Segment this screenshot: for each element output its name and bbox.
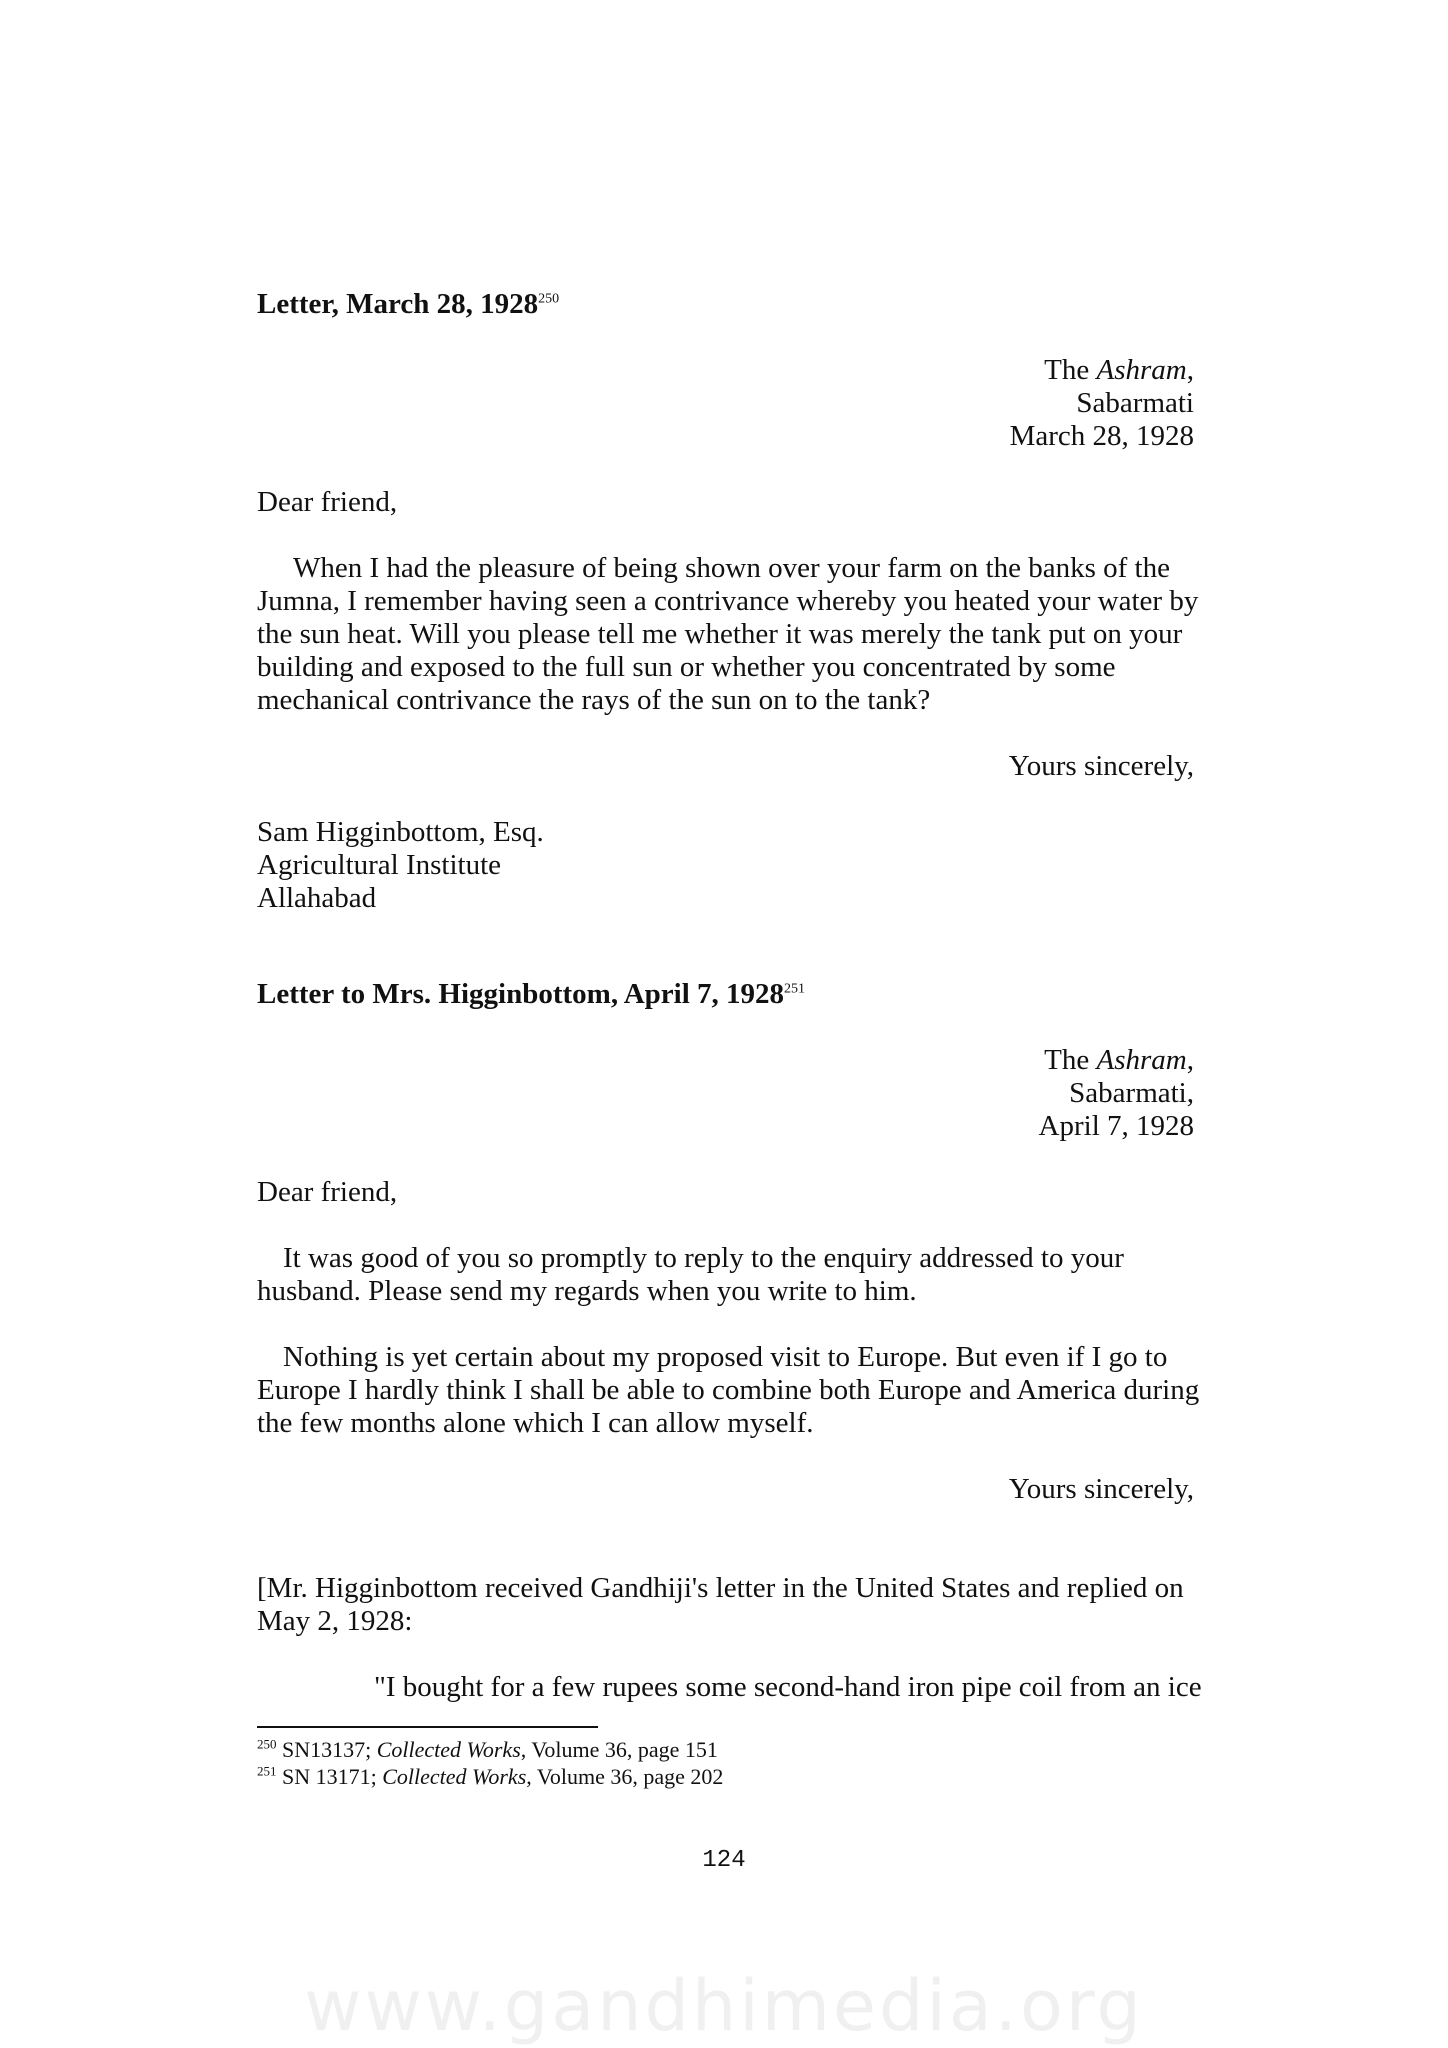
footnote-divider: [257, 1726, 598, 1728]
letter2-address-line2: Sabarmati,: [1069, 1077, 1194, 1109]
address-ashram: Ashram: [1096, 1044, 1187, 1076]
letter2-address-line1: [1044, 1044, 1194, 1077]
footnote-ref-251[interactable]: 251: [784, 981, 806, 997]
footnote-source: SN 13171;: [276, 1764, 383, 1789]
letter1-address-date: March 28, 1928: [1009, 420, 1194, 452]
footnote-ref-250[interactable]: 250: [538, 291, 560, 307]
letter2-heading-text: Letter to Mrs. Higginbottom, April 7, 1928: [257, 978, 785, 1010]
footnote-title: Collected Works: [376, 1737, 521, 1762]
letter2-para2-line: Europe I hardly think I shall be able to combine both Europe and America during: [257, 1374, 1200, 1406]
note-line: May 2, 1928:: [257, 1605, 413, 1637]
letter1-body-line: the sun heat. Will you please tell me whether it was merely the tank put on your: [257, 618, 1183, 650]
letter2-address-date: April 7, 1928: [1038, 1110, 1194, 1142]
letter1-salutation: Dear friend,: [257, 486, 398, 518]
recipient-name: Sam Higginbottom, Esq.: [257, 816, 544, 848]
address-suffix: ,: [1186, 354, 1194, 386]
letter1-body-line: When I had the pleasure of being shown over your farm on the banks of the: [293, 552, 1170, 584]
footnote-title: Collected Works: [382, 1764, 527, 1789]
letter1-heading: [257, 288, 559, 321]
address-suffix: ,: [1186, 1044, 1194, 1076]
footnote-volume: , Volume 36, page 202: [526, 1764, 724, 1789]
letter2-heading: [257, 978, 805, 1011]
watermark: www.gandhimedia.org: [304, 1965, 1144, 2047]
note-line: [Mr. Higginbottom received Gandhiji's letter in the United States and replied on: [257, 1572, 1184, 1604]
footnote-source: SN13137;: [276, 1737, 377, 1762]
letter2-salutation: Dear friend,: [257, 1176, 398, 1208]
address-prefix: The: [1044, 354, 1097, 386]
recipient-institution: Agricultural Institute: [257, 849, 502, 881]
quote-line: "I bought for a few rupees some second-hand iron pipe coil from an ice: [374, 1671, 1202, 1703]
footnote-number: 250: [257, 1736, 277, 1752]
letter1-closing: Yours sincerely,: [1008, 750, 1194, 782]
address-prefix: The: [1044, 1044, 1097, 1076]
footnote-number: 251: [257, 1763, 277, 1779]
footnote-volume: , Volume 36, page 151: [520, 1737, 718, 1762]
letter2-closing: Yours sincerely,: [1008, 1473, 1194, 1505]
letter2-para1-line: It was good of you so promptly to reply to the enquiry addressed to your: [283, 1242, 1124, 1274]
letter1-body-line: building and exposed to the full sun or whether you concentrated by some: [257, 651, 1116, 683]
letter1-body-line: mechanical contrivance the rays of the sun on to the tank?: [257, 684, 931, 716]
letter1-address-line1: [1044, 354, 1194, 387]
address-ashram: Ashram: [1096, 354, 1187, 386]
footnote-251: [257, 1763, 723, 1790]
letter1-address-line2: Sabarmati: [1076, 387, 1194, 419]
letter2-para2-line: Nothing is yet certain about my proposed visit to Europe. But even if I go to: [283, 1341, 1168, 1373]
recipient-city: Allahabad: [257, 882, 377, 914]
letter1-body-line: Jumna, I remember having seen a contrivance whereby you heated your water by: [257, 585, 1199, 617]
footnote-250: [257, 1736, 718, 1763]
letter2-para1-line: husband. Please send my regards when you write to him.: [257, 1275, 917, 1307]
page-number: 124: [702, 1847, 746, 1874]
letter2-para2-line: the few months alone which I can allow myself.: [257, 1407, 814, 1439]
letter1-heading-text: Letter, March 28, 1928: [257, 288, 539, 320]
